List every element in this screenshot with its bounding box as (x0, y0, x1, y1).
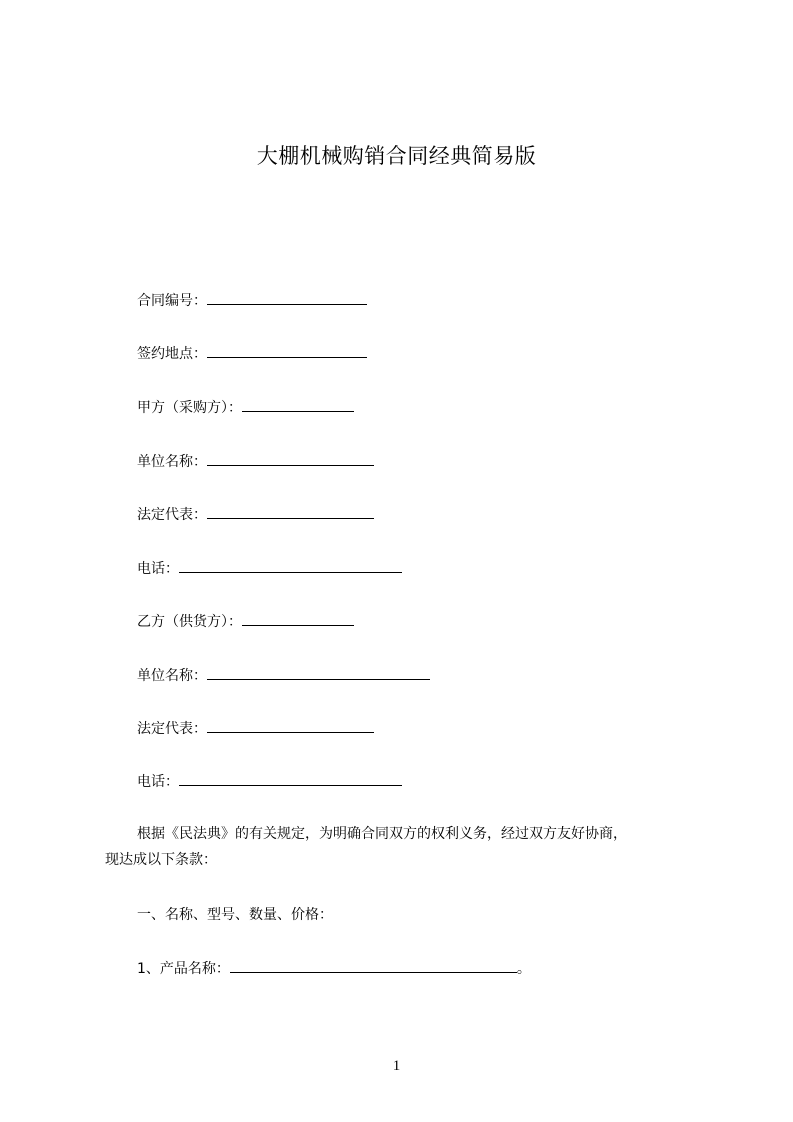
intro-line-2: 现达成以下条款： (105, 852, 217, 868)
section-1-heading: 一、名称、型号、数量、价格： (137, 907, 333, 923)
contract-number-row (137, 290, 367, 312)
intro-paragraph (105, 821, 705, 873)
contract-number-label: 合同编号： (137, 293, 207, 309)
party-a-rep-label: 法定代表： (137, 507, 207, 523)
party-a-unit-row (137, 451, 374, 473)
party-a-unit-blank[interactable] (207, 451, 374, 466)
contract-number-blank[interactable] (207, 290, 367, 305)
party-a-unit-label: 单位名称： (137, 454, 207, 470)
party-a-rep-row (137, 504, 374, 526)
party-b-row (137, 611, 354, 633)
party-a-row (137, 397, 354, 419)
item-1-end: 。 (516, 961, 531, 977)
party-a-blank[interactable] (242, 397, 354, 412)
item-1-row (137, 958, 531, 980)
party-b-unit-row (137, 665, 430, 687)
item-1-label: 1、产品名称： (137, 961, 230, 977)
party-a-rep-blank[interactable] (207, 504, 374, 519)
party-b-rep-label: 法定代表： (137, 721, 207, 737)
party-a-phone-blank[interactable] (179, 558, 402, 573)
party-b-unit-blank[interactable] (207, 665, 430, 680)
sign-place-label: 签约地点： (137, 346, 207, 362)
party-b-phone-label: 电话： (137, 774, 179, 790)
page-number: 1 (392, 1058, 401, 1074)
party-b-label: 乙方（供货方）： (137, 614, 242, 630)
party-b-rep-blank[interactable] (207, 718, 374, 733)
sign-place-blank[interactable] (207, 343, 367, 358)
document-title: 大棚机械购销合同经典简易版 (256, 144, 537, 168)
party-b-phone-row (137, 771, 402, 793)
party-a-phone-row (137, 558, 402, 580)
party-a-label: 甲方（采购方）： (137, 400, 242, 416)
party-b-blank[interactable] (242, 611, 354, 626)
intro-line-1: 根据《民法典》的有关规定，为明确合同双方的权利义务，经过双方友好协商， (137, 826, 627, 842)
sign-place-row (137, 343, 367, 365)
party-b-phone-blank[interactable] (179, 771, 402, 786)
party-b-unit-label: 单位名称： (137, 668, 207, 684)
item-1-blank[interactable] (230, 958, 517, 973)
party-b-rep-row (137, 718, 374, 740)
party-a-phone-label: 电话： (137, 561, 179, 577)
